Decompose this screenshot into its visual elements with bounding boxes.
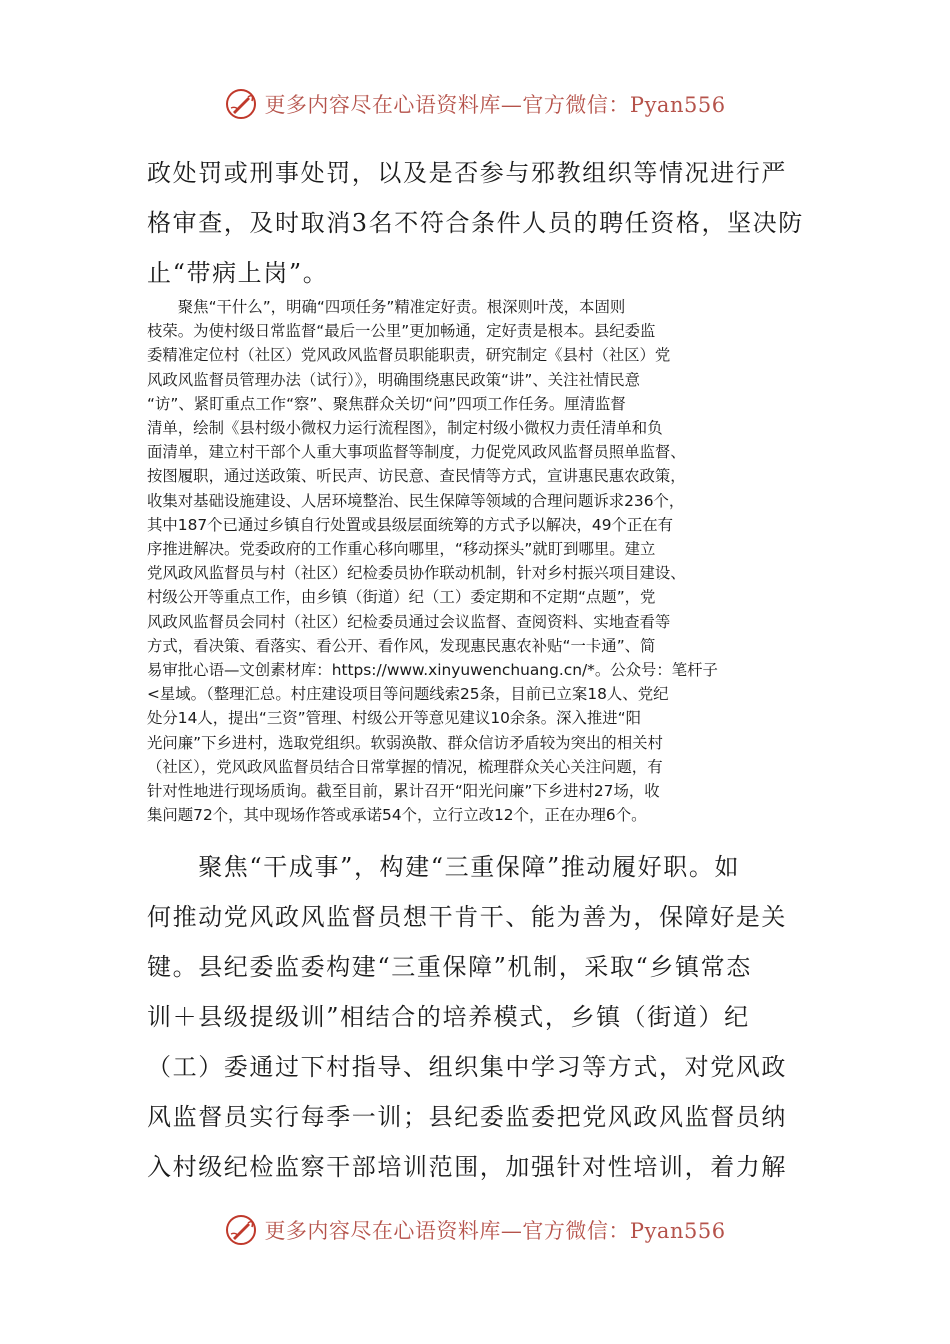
text-line: 处分14人，提出“三资”管理、村级公开等意见建议10余条。深入推进“阳 xyxy=(147,709,642,728)
text-line: 其中187个已通过乡镇自行处置或县级层面统筹的方式予以解决，49个正在有 xyxy=(147,515,674,534)
text-line: 集问题72个，其中现场作答或承诺54个，立行立改12个，正在办理6个。 xyxy=(147,806,647,825)
text-line: 政处罚或刑事处罚，以及是否参与邪教组织等情况进行严 xyxy=(147,159,787,187)
footer-banner xyxy=(0,1210,950,1250)
header-banner-text: 更多内容尽在心语资料库—官方微信：Pyan556 xyxy=(264,93,726,117)
text-line: （社区），党风政风监督员结合日常掌握的情况，梳理群众关心关注问题，有 xyxy=(147,757,663,776)
text-line: 收集对基础设施建设、人居环境整治、民生保障等领域的合理问题诉求236个， xyxy=(147,491,685,510)
header-banner xyxy=(0,84,950,124)
footer-banner-text: 更多内容尽在心语资料库—官方微信：Pyan556 xyxy=(264,1219,726,1243)
quill-logo-icon xyxy=(224,1213,258,1247)
text-line: 风监督员实行每季一训；县纪委监委把党风政风监督员纳 xyxy=(147,1103,787,1131)
text-line: 止“带病上岗”。 xyxy=(147,259,329,287)
text-line: 入村级纪检监察干部培训范围，加强针对性培训，着力解 xyxy=(147,1153,787,1181)
text-line: 训＋县级提级训”相结合的培养模式，乡镇（街道）纪 xyxy=(147,1003,750,1031)
paragraph-bottom xyxy=(147,842,807,1192)
paragraph-middle xyxy=(147,295,807,827)
text-line: 风政风监督员管理办法（试行）》，明确围绕惠民政策“讲”、关注社情民意 xyxy=(147,370,641,389)
quill-logo-icon xyxy=(224,87,258,121)
text-line: 按图履职，通过送政策、听民声、访民意、查民情等方式，宣讲惠民惠农政策， xyxy=(147,467,686,486)
text-line: 枝荣。为使村级日常监督“最后一公里”更加畅通，定好责是根本。县纪委监 xyxy=(147,322,656,341)
text-line: <星域。（整理汇总。村庄建设项目等问题线索25条，目前已立案18人、党纪 xyxy=(147,685,669,704)
text-line: 针对性地进行现场质询。截至目前，累计召开“阳光问廉”下乡进村27场，收 xyxy=(147,782,660,801)
text-line: 易审批心语—文创素材库：https://www.xinyuwenchuang.cn/*。公众号：笔杆子 xyxy=(147,661,718,680)
text-line: 聚焦“干什么”，明确“四项任务”精准定好责。根深则叶茂，本固则 xyxy=(147,298,626,316)
text-line: 方式，看决策、看落实、看公开、看作风，发现惠民惠农补贴“一卡通”、简 xyxy=(147,636,656,655)
text-line: 委精准定位村（社区）党风政风监督员职能职责，研究制定《县村（社区）党 xyxy=(147,346,671,365)
text-line: 风政风监督员会同村（社区）纪检委员通过会议监督、查阅资料、实地查看等 xyxy=(147,612,671,631)
text-line: 村级公开等重点工作，由乡镇（街道）纪（工）委定期和不定期“点题”，党 xyxy=(147,588,656,607)
text-line: （工）委通过下村指导、组织集中学习等方式，对党风政 xyxy=(147,1053,787,1081)
text-line: 聚焦“干成事”，构建“三重保障”推动履好职。如 xyxy=(147,853,741,881)
text-line: 党风政风监督员与村（社区）纪检委员协作联动机制，针对乡村振兴项目建设、 xyxy=(147,564,686,583)
text-line: 何推动党风政风监督员想干肯干、能为善为，保障好是关 xyxy=(147,903,787,931)
text-line: 键。县纪委监委构建“三重保障”机制，采取“乡镇常态 xyxy=(147,953,752,981)
text-line: 光问廉”下乡进村，选取党组织。软弱涣散、群众信访矛盾较为突出的相关村 xyxy=(147,733,663,752)
text-line: “访”、紧盯重点工作“察”、聚焦群众关切“问”四项工作任务。厘清监督 xyxy=(147,394,626,413)
text-line: 格审查，及时取消3名不符合条件人员的聘任资格，坚决防 xyxy=(147,209,804,237)
text-line: 清单，绘制《县村级小微权力运行流程图》，制定村级小微权力责任清单和负 xyxy=(147,419,663,438)
text-line: 序推进解决。党委政府的工作重心移向哪里，“移动探头”就盯到哪里。建立 xyxy=(147,540,656,559)
text-line: 面清单，建立村干部个人重大事项监督等制度，力促党风政风监督员照单监督、 xyxy=(147,443,686,462)
paragraph-top xyxy=(147,148,807,298)
